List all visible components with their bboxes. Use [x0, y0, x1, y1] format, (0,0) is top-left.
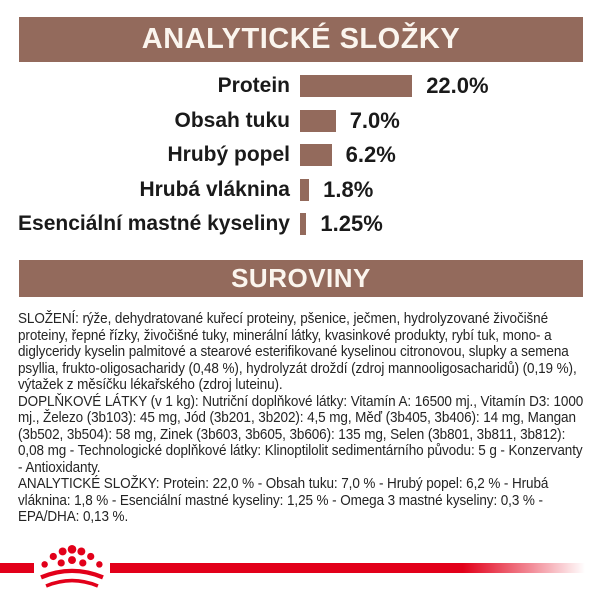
- chart-row: [0, 207, 600, 242]
- ingredients-section-header: [19, 260, 583, 297]
- analytical-constituents-paragraph: ANALYTICKÉ SLOŽKY: Protein: 22,0 % - Obsah tuku: 7,0 % - Hrubý popel: 6,2 % - Hrubá vláknina: 1,8 % - Esenciální mastné kyseliny: 1,25 % - Omega 3 mastné kyseliny: 0,3 % - EPA/DHA: 0,13 %.: [18, 475, 549, 525]
- composition-paragraph: SLOŽENÍ: rýže, dehydratované kuřecí proteiny, pšenice, ječmen, hydrolyzované živočišné proteiny, řepné řízky, živočišné tuky, minerální látky, kvasinkové produkty, rybí tuk, mono- a diglyceridy kyselin palmitové a stearové esterifikované kyselinou citronovou, slupky a semena psyllia, frukto-oligosacharidy (0,48 %), hydrolyzát droždí (zdroj mannooligosacharidů) (0,19 %), výtažek z měsíčku lékařského (zdroj luteinu).: [18, 310, 577, 393]
- royal-canin-crown-icon: [36, 544, 108, 592]
- analytics-section-header: [19, 17, 583, 62]
- chart-row: [0, 138, 600, 173]
- chart-row: [0, 173, 600, 208]
- chart-bar-value: 6.2%: [345, 142, 396, 168]
- ingredients-section-title: SUROVINY: [231, 263, 371, 293]
- chart-bar: [300, 213, 306, 235]
- chart-row-label: Esenciální mastné kyseliny: [18, 212, 290, 236]
- chart-row-label: Obsah tuku: [174, 108, 290, 132]
- analytics-bar-chart: [0, 69, 600, 242]
- chart-bar-value: 1.8%: [323, 176, 374, 202]
- analytics-section-title: ANALYTICKÉ SLOŽKY: [141, 23, 461, 55]
- chart-row-label: Protein: [217, 74, 290, 98]
- chart-row: [0, 104, 600, 139]
- chart-bar-value: 1.25%: [320, 211, 383, 237]
- chart-bar: [300, 110, 336, 132]
- brand-band-left: [0, 563, 34, 573]
- chart-bar: [300, 144, 332, 166]
- chart-bar-value: 7.0%: [349, 107, 400, 133]
- chart-bar: [300, 75, 412, 97]
- chart-bar-value: 22.0%: [426, 73, 489, 99]
- additives-paragraph: DOPLŇKOVÉ LÁTKY (v 1 kg): Nutriční doplňkové látky: Vitamín A: 16500 mj., Vitamín D3: 1000 mj., Železo (3b103): 45 mg, Jód (3b201, 3b202): 4,5 mg, Měď (3b405, 3b406): 14 mg, Mangan (3b502, 3b504): 58 mg, Zinek (3b603, 3b605, 3b606): 135 mg, Selen (3b801, 3b811, 3b812): 0,08 mg - Technologické doplňkové látky: Klinoptilolit sedimentárního původu: 5 g - Konzervanty - Antioxidanty.: [18, 392, 584, 476]
- chart-bar: [300, 179, 309, 201]
- chart-row-label: Hrubá vláknina: [139, 177, 290, 201]
- chart-row: [0, 69, 600, 104]
- brand-band-right: [110, 563, 600, 573]
- chart-row-label: Hrubý popel: [167, 143, 290, 167]
- ingredients-text-block: [18, 311, 585, 526]
